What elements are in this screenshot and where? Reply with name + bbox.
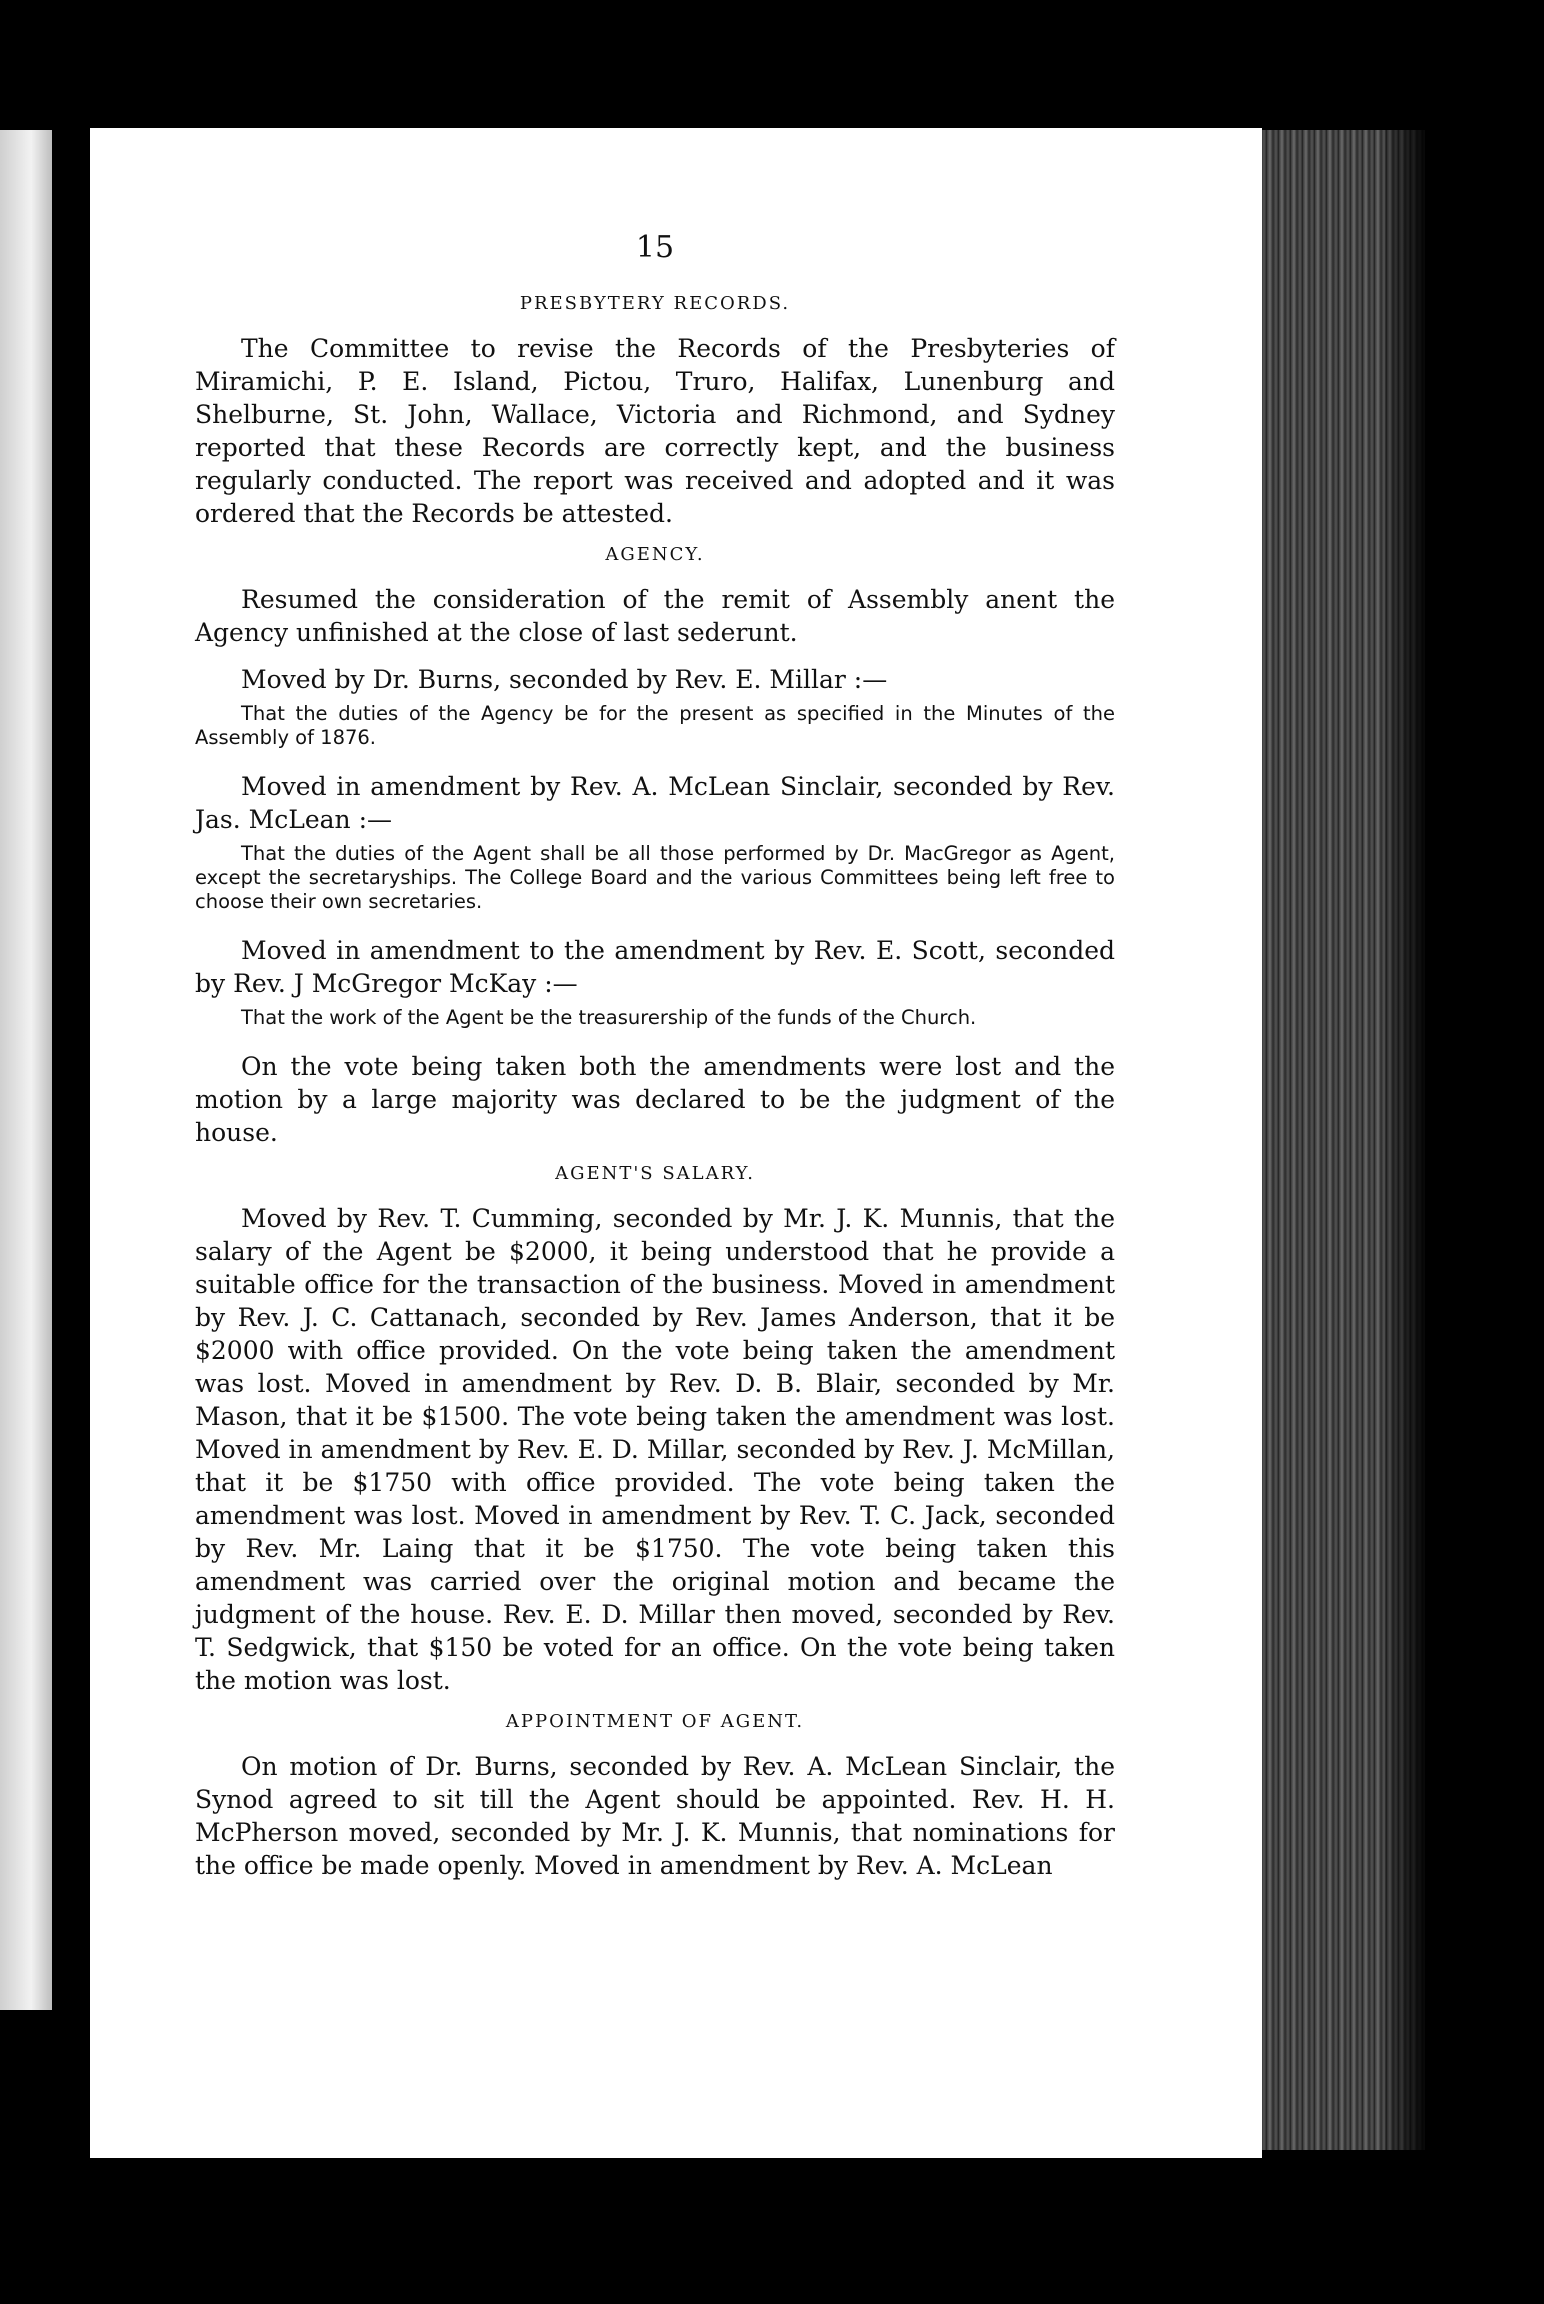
motion-text: That the duties of the Agency be for the present as specified in the Minutes of the Assembly of 1876.	[195, 702, 1115, 749]
paragraph: On the vote being taken both the amendments were lost and the motion by a large majority was declared to be the judgment of the house.	[195, 1052, 1115, 1147]
page-text	[195, 230, 1115, 1896]
page-number: 15	[635, 230, 675, 265]
paragraph: Moved by Dr. Burns, seconded by Rev. E. Millar :—	[241, 665, 888, 694]
facing-page-edge	[0, 130, 52, 2010]
motion-text: That the work of the Agent be the treasurership of the funds of the Church.	[241, 1006, 977, 1029]
section-heading-presbytery-records: PRESBYTERY RECORDS.	[519, 293, 791, 314]
section-heading-appointment-of-agent: APPOINTMENT OF AGENT.	[505, 1711, 805, 1732]
paragraph: Moved by Rev. T. Cumming, seconded by Mr. J. K. Munnis, that the salary of the Agent be $2000, it being understood that he provide a suitable office for the transaction of the business. Moved in amendment by Rev. J. C. Cattanach, seconded by Rev. James Anderson, that it be $2000 with office provided. On the vote being taken the amendment was lost. Moved in amendment by Rev. D. B. Blair, seconded by Mr. Mason, that it be $1500. The vote being taken the amendment was lost. Moved in amendment by Rev. E. D. Millar, seconded by Rev. J. McMillan, that it be $1750 with office provided. The vote being taken the amendment was lost. Moved in amendment by Rev. T. C. Jack, seconded by Rev. Mr. Laing that it be $1750. The vote being taken this amendment was carried over the original motion and became the judgment of the house. Rev. E. D. Millar then moved, seconded by Rev. T. Sedgwick, that $150 be voted for an office. On the vote being taken the motion was lost.	[195, 1204, 1115, 1695]
paragraph: Resumed the consideration of the remit of Assembly anent the Agency unfinished at the close of last sederunt.	[195, 585, 1115, 647]
section-heading-agency: AGENCY.	[605, 544, 705, 565]
section-heading-agents-salary: AGENT'S SALARY.	[555, 1163, 755, 1184]
paragraph: Moved in amendment to the amendment by Rev. E. Scott, seconded by Rev. J McGregor McKay :—	[195, 936, 1115, 998]
paragraph: The Committee to revise the Records of the Presbyteries of Miramichi, P. E. Island, Pictou, Truro, Halifax, Lunenburg and Shelburne, St. John, Wallace, Victoria and Richmond, and Sydney reported that these Records are correctly kept, and the business regularly conducted. The report was received and adopted and it was ordered that the Records be attested.	[195, 334, 1115, 528]
book-page-stack	[1255, 130, 1425, 2150]
paragraph: On motion of Dr. Burns, seconded by Rev. A. McLean Sinclair, the Synod agreed to sit till the Agent should be appointed. Rev. H. H. McPherson moved, seconded by Mr. J. K. Munnis, that nominations for the office be made openly. Moved in amendment by Rev. A. McLean	[195, 1752, 1115, 1880]
motion-text: That the duties of the Agent shall be all those performed by Dr. MacGregor as Agent, except the secretaryships. The College Board and the various Committees being left free to choose their own secretaries.	[195, 842, 1115, 913]
paragraph: Moved in amendment by Rev. A. McLean Sinclair, seconded by Rev. Jas. McLean :—	[195, 772, 1115, 834]
